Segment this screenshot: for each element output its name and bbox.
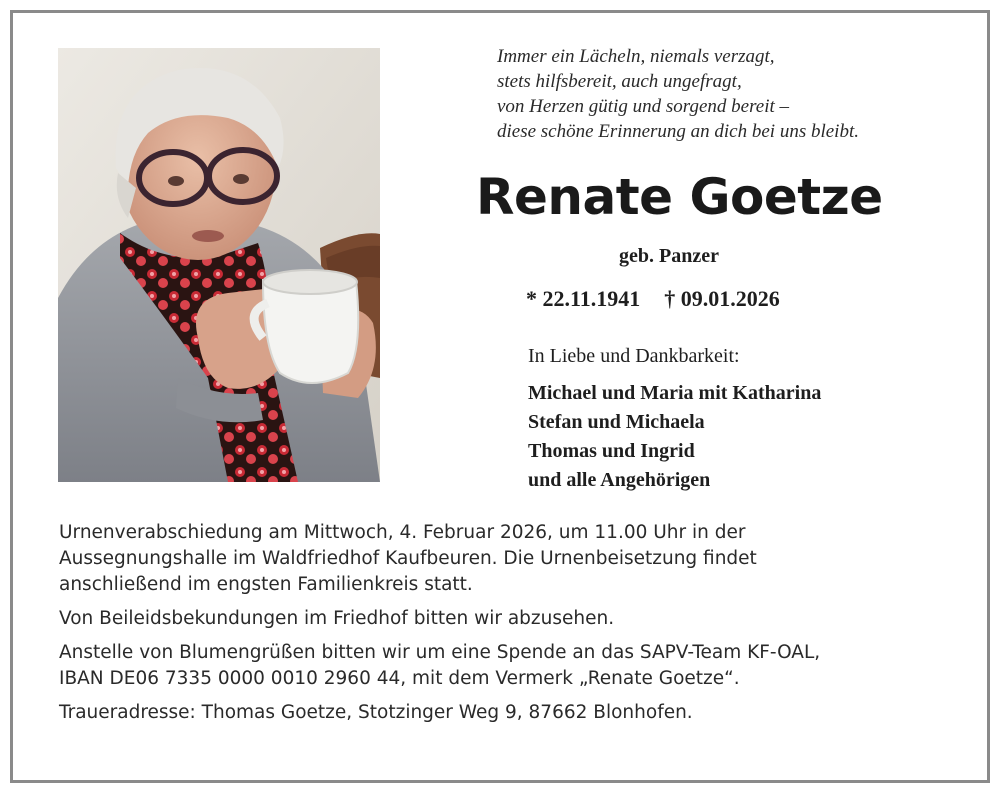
poem-line: von Herzen gütig und sorgend bereit – xyxy=(497,96,789,117)
poem-line: diese schöne Erinnerung an dich bei uns bleibt. xyxy=(497,121,859,142)
ceremony-line: Aussegnungshalle im Waldfriedhof Kaufbeuren. Die Urnenbeisetzung findet xyxy=(59,548,757,569)
family-list xyxy=(528,379,821,495)
notice-body xyxy=(59,520,959,734)
portrait-photo xyxy=(58,48,380,482)
family-member: Stefan und Michaela xyxy=(528,411,705,433)
life-dates xyxy=(526,286,780,312)
thanks-heading: In Liebe und Dankbarkeit: xyxy=(528,345,740,367)
deceased-name: Renate Goetze xyxy=(476,168,883,226)
family-member: Michael und Maria mit Katharina xyxy=(528,382,822,404)
birth-date: * 22.11.1941 xyxy=(526,286,641,311)
condolence-paragraph xyxy=(59,606,959,632)
poem-line: stets hilfsbereit, auch ungefragt, xyxy=(497,71,742,92)
donation-line: IBAN DE06 7335 0000 0010 2960 44, mit dem Vermerk „Renate Goetze“. xyxy=(59,668,740,689)
condolence-line: Von Beileidsbekundungen im Friedhof bitten wir abzusehen. xyxy=(59,608,615,629)
address-line: Traueradresse: Thomas Goetze, Stotzinger Weg 9, 87662 Blonhofen. xyxy=(59,702,693,723)
poem-line: Immer ein Lächeln, niemals verzagt, xyxy=(497,46,775,67)
ceremony-line: Urnenverabschiedung am Mittwoch, 4. Februar 2026, um 11.00 Uhr in der xyxy=(59,522,746,543)
ceremony-paragraph xyxy=(59,520,959,598)
maiden-name: geb. Panzer xyxy=(619,245,719,267)
donation-paragraph xyxy=(59,640,959,692)
memorial-poem xyxy=(497,44,859,144)
death-date: † 09.01.2026 xyxy=(664,286,780,311)
ceremony-line: anschließend im engsten Familienkreis statt. xyxy=(59,574,473,595)
address-paragraph xyxy=(59,700,959,726)
donation-line: Anstelle von Blumengrüßen bitten wir um eine Spende an das SAPV-Team KF-OAL, xyxy=(59,642,821,663)
family-member: Thomas und Ingrid xyxy=(528,440,695,462)
family-member: und alle Angehörigen xyxy=(528,469,711,491)
